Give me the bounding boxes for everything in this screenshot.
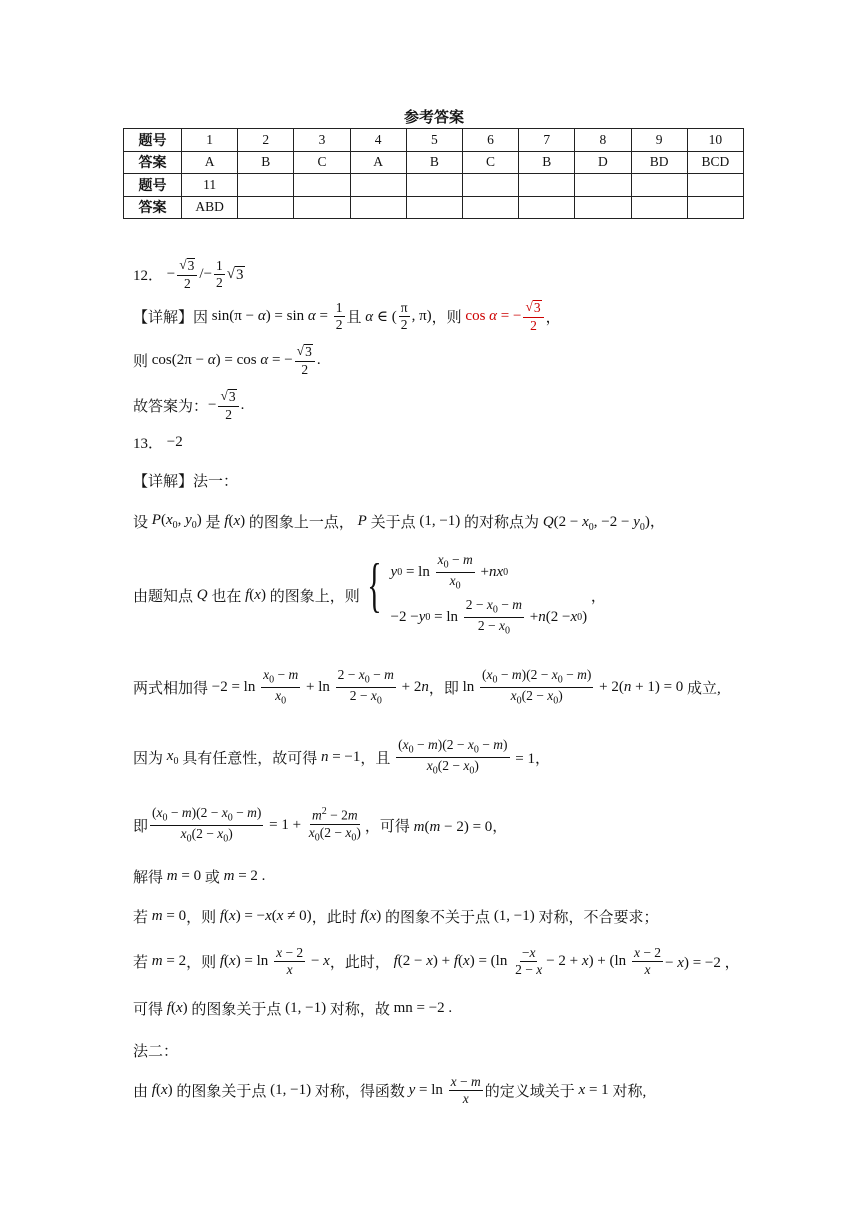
text-c0e: 对称，不合要求；	[538, 910, 659, 926]
answer-table-cell	[294, 196, 350, 219]
answer-table-cell	[687, 196, 743, 219]
q13-system-line: 由题知点 Q 也在 f(x) 的图象上，则 { y 0 = ln $\frac{x_0 - m}{x_0}$ + nx 0 −2 − y 0 = ln $\frac{2 - x_0 - m}{2 - x_0}$ + n (2 − x 0 ) ，	[133, 550, 606, 640]
method2-label: 法二：	[133, 1044, 179, 1060]
answer-table-cell: B	[519, 151, 575, 174]
q13-ie-line: 即 $\frac{(x_0 - m)(2 - x_0 - m)}{x_0(2 - x_0)}$ = 1 + $\frac{m^2 - 2m}{x_0(2 - x_0)}$ ，可得 m(m − 2) = 0，	[133, 805, 508, 845]
answer-table-cell: 4	[350, 129, 406, 152]
answer-table-cell: B	[406, 151, 462, 174]
answer-table-cell	[350, 196, 406, 219]
answer-table-cell: C	[462, 151, 518, 174]
text-m2a: 由	[133, 1084, 149, 1101]
answer-table-cell	[519, 174, 575, 197]
text-b: 是	[205, 515, 221, 531]
q13-method1-label	[133, 470, 238, 491]
text-c0b: ，则	[186, 910, 217, 926]
answer-table-cell: BD	[631, 151, 687, 174]
answer-table-cell: 5	[406, 129, 462, 152]
text-m2c: 对称，得函数	[314, 1084, 405, 1101]
text-anyb: 具有任意性，故可得	[182, 751, 318, 768]
answer-table-cell	[575, 174, 631, 197]
text-qc: 的图象上，则	[269, 588, 360, 605]
answer-table-cell: 7	[519, 129, 575, 152]
answer-table-cell	[631, 196, 687, 219]
answer-table-cell: 1	[182, 129, 238, 152]
text-a: 设	[133, 515, 149, 531]
answer-table-row	[124, 151, 744, 174]
q12-then-text: ，则	[431, 310, 462, 326]
answer-table-cell	[631, 174, 687, 197]
text-m2b: 的图象关于点	[176, 1084, 267, 1101]
q13-answer: −2	[166, 434, 183, 450]
text-d: 关于点	[370, 515, 416, 531]
answer-table-cell	[687, 174, 743, 197]
answer-table-cell: B	[238, 151, 294, 174]
q12-detail-line: 【详解】因 sin(π − α) = sin α = $\frac{1}{2}$ 且 α ∈ ( $\frac{\pi}{2}$ , π) ，则 cos α = − √ 3 2 ，	[133, 299, 561, 333]
text-anyc: ，且	[360, 751, 391, 768]
q13-add-line: 两式相加得 −2 = ln $\frac{x_0 - m}{x_0}$ + ln $\frac{2 - x_0 - m}{2 - x_0}$ + 2n ，即 ln $\frac{(x_0 - m)(2 - x_0 - m)}{x_0(2 - x_0)}$ + 2(n + 1) = 0 成立,	[133, 667, 721, 707]
q13-answer-line	[133, 432, 183, 453]
answer-table-cell: A	[182, 151, 238, 174]
q13-arbitrary-line: 因为 $x_0$ 具有任意性，故可得 n = −1 ，且 $\frac{(x_0 - m)(2 - x_0 - m)}{x_0(2 - x_0)}$ = 1，	[133, 737, 550, 777]
answer-table	[123, 128, 744, 219]
answer-table-header-cell: 题号	[124, 174, 182, 197]
answer-table-cell	[519, 196, 575, 219]
equation-system: { y 0 = ln $\frac{x_0 - m}{x_0}$ + nx 0 −2 − y 0 = ln $\frac{2 - x_0 - m}{2 - x_0}$ + n (2 − x 0 )	[366, 551, 588, 637]
text-c2b: ，则	[186, 955, 217, 972]
answer-table-cell: 3	[294, 129, 350, 152]
text-adda: 两式相加得	[133, 681, 209, 698]
q13-method2-label	[133, 1040, 178, 1061]
answer-table-cell	[462, 174, 518, 197]
q12-answer-label: 故答案为：	[133, 399, 209, 415]
text-c: 的图象上一点，	[248, 515, 354, 531]
answer-table-cell: 10	[687, 129, 743, 152]
answer-table-cell: C	[294, 151, 350, 174]
text-c2c: ，此时，	[329, 955, 390, 972]
answer-table-cell	[462, 196, 518, 219]
text-c0c: ，此时	[311, 910, 357, 926]
answer-table-header-cell: 答案	[124, 151, 182, 174]
text-qb: 也在	[211, 588, 242, 605]
answer-table-row	[124, 174, 744, 197]
q13-solve-line: 解得 m = 0 或 m = 2 .	[133, 868, 266, 886]
answer-table-cell: A	[350, 151, 406, 174]
answer-table-cell	[350, 174, 406, 197]
text-m2e: 对称,	[612, 1084, 647, 1101]
answer-key-title: 参考答案	[403, 108, 464, 126]
text-clb: 的图象关于点	[191, 1002, 282, 1018]
text-solveb: 或	[204, 870, 220, 886]
text-qa: 由题知点	[133, 588, 194, 605]
answer-table-row	[124, 196, 744, 219]
q13-conclusion-line: 可得 f(x) 的图象关于点 (1, −1) 对称，故 mn = −2 .	[133, 1000, 453, 1018]
answer-table-cell	[406, 174, 462, 197]
answer-table-cell: 8	[575, 129, 631, 152]
text-solvea: 解得	[133, 870, 164, 886]
answer-table-cell: D	[575, 151, 631, 174]
text-addb: ，即	[428, 681, 459, 698]
answer-table-cell: 11	[182, 174, 238, 197]
answer-table-cell	[575, 196, 631, 219]
q13-symmetric-point-line: 设 $P(x_0$, $y_0$) 是 f(x) 的图象上一点， P 关于点 (1, −1) 的对称点为 $Q(2 - x_0$, $-2 - y_0$)，	[133, 512, 665, 533]
q12-detail-label: 【详解】因	[133, 310, 209, 326]
q13-case2-line: 若 m = 2 ，则 f(x) = ln $\frac{x - 2}{x}$ − x ，此时， f(2 − x) + f(x) = (ln $\frac{-x}{2 - x}$ − 2 + x) + (ln $\frac{x - 2}{x}$ − x) = −2 ，	[133, 945, 740, 978]
q13-case0-line: 若 m = 0 ，则 f(x) = −x(x ≠ 0) ，此时 f(x) 的图象不关于点 (1, −1) 对称，不合要求；	[133, 908, 659, 926]
answer-table-row	[124, 129, 744, 152]
answer-table-cell: 2	[238, 129, 294, 152]
text-m2d: 的定义域关于	[484, 1084, 575, 1101]
method1-label: 【详解】法一：	[133, 474, 239, 490]
answer-table-header-cell: 题号	[124, 129, 182, 152]
q12-then-label: 则	[133, 354, 149, 370]
text-clc: 对称，故	[329, 1002, 390, 1018]
q12-given-text: 且	[346, 310, 362, 326]
q12-number: 12．	[133, 268, 164, 284]
q12-answer-line: 12． − √ 3 2 /− $\frac{1}{2}$ √ 3	[133, 257, 244, 291]
text-c0d: 的图象不关于点	[385, 910, 491, 926]
answer-table-cell	[406, 196, 462, 219]
text-cla: 可得	[133, 1002, 164, 1018]
text-e: 的对称点为	[464, 515, 540, 531]
text-addc: 成立,	[687, 681, 721, 698]
q12-final-line: 故答案为： − √ 3 2 .	[133, 388, 245, 422]
text-iea: 即	[133, 819, 149, 836]
text-c0a: 若	[133, 910, 149, 926]
answer-table-cell: ABD	[182, 196, 238, 219]
answer-table-cell: 9	[631, 129, 687, 152]
q12-result-line: 则 cos(2π − α) = cos α = − √ 3 2 .	[133, 343, 321, 377]
text-c2a: 若	[133, 955, 149, 972]
answer-table-cell: 6	[462, 129, 518, 152]
answer-table-header-cell: 答案	[124, 196, 182, 219]
answer-table-cell: BCD	[687, 151, 743, 174]
answer-table-cell	[238, 196, 294, 219]
q13-number: 13．	[133, 436, 164, 452]
q13-method2-line: 由 f(x) 的图象关于点 (1, −1) 对称，得函数 y = ln $\frac{x - m}{x}$ 的定义域关于 x = 1 对称,	[133, 1074, 647, 1107]
text-ieb: ，可得	[364, 819, 410, 836]
text-anya: 因为	[133, 751, 164, 768]
answer-table-cell	[294, 174, 350, 197]
answer-table-cell	[238, 174, 294, 197]
